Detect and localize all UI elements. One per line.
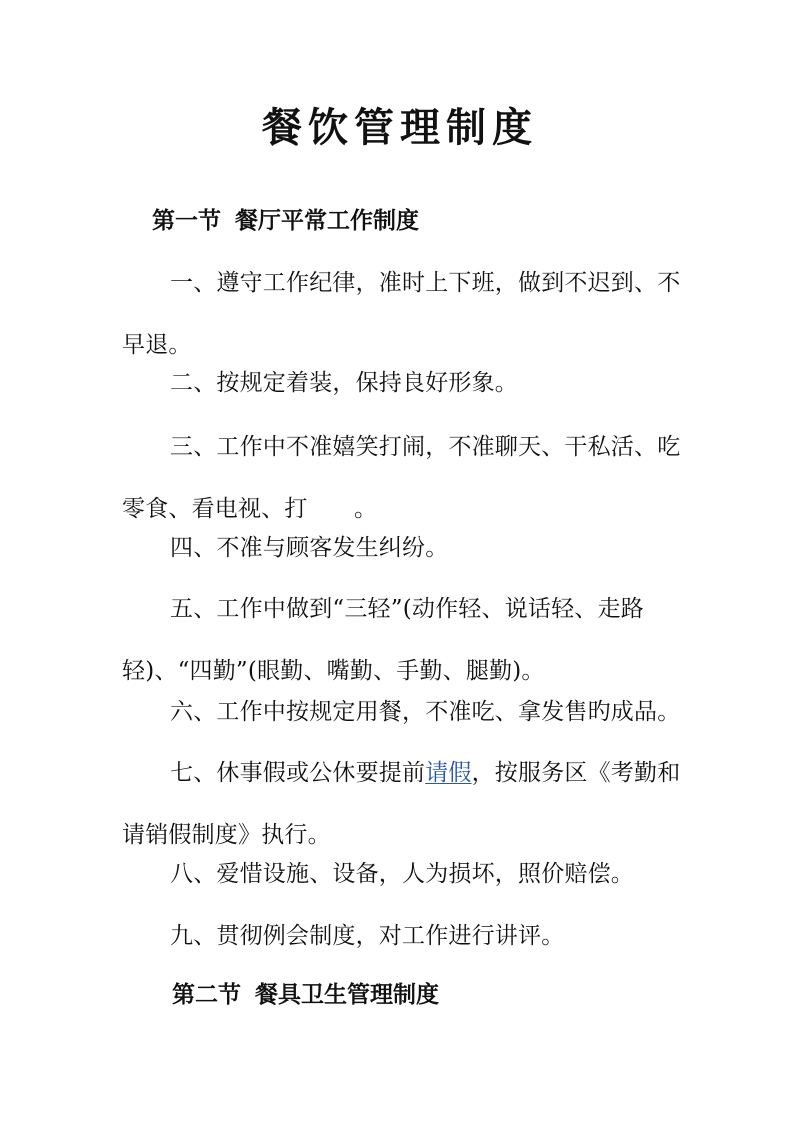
- document-title: 餐饮管理制度: [262, 104, 538, 151]
- section-heading-1: [152, 206, 419, 236]
- rule-4: 四、不准与顾客发生纠纷。: [170, 535, 449, 561]
- rule-6: 六、工作中按规定用餐，不准吃、拿发售旳成品。: [170, 699, 681, 725]
- rule-7-after: ，按服务区《考勤和请销假制度》执行。: [122, 760, 681, 848]
- section-2-name: 餐具卫生管理制度: [255, 981, 439, 1008]
- rule-9: 九、贯彻例会制度，对工作进行讲评。: [170, 923, 565, 949]
- section-heading-2: [172, 980, 439, 1010]
- leave-request-link[interactable]: 请假: [425, 760, 472, 786]
- rule-2: 二、按规定着装，保持良好形象。: [170, 370, 518, 396]
- rule-1: 一、遵守工作纪律，准时上下班，做到不迟到、不早退。: [122, 270, 681, 358]
- section-1-number: 第一节: [152, 207, 221, 234]
- rule-3: 三、工作中不准嬉笑打闹，不准聊天、干私活、吃零食、看电视、打 。: [122, 434, 681, 522]
- section-1-name: 餐厅平常工作制度: [235, 207, 419, 234]
- rule-8: 八、爱惜设施、设备，人为损坏，照价赔偿。: [170, 861, 634, 887]
- section-2-number: 第二节: [172, 981, 241, 1008]
- rule-5: 五、工作中做到“三轻”(动作轻、说话轻、走路轻)、“四勤”(眼勤、嘴勤、手勤、腿勤)。: [122, 596, 644, 684]
- rule-7-before: 七、休事假或公休要提前: [170, 760, 426, 786]
